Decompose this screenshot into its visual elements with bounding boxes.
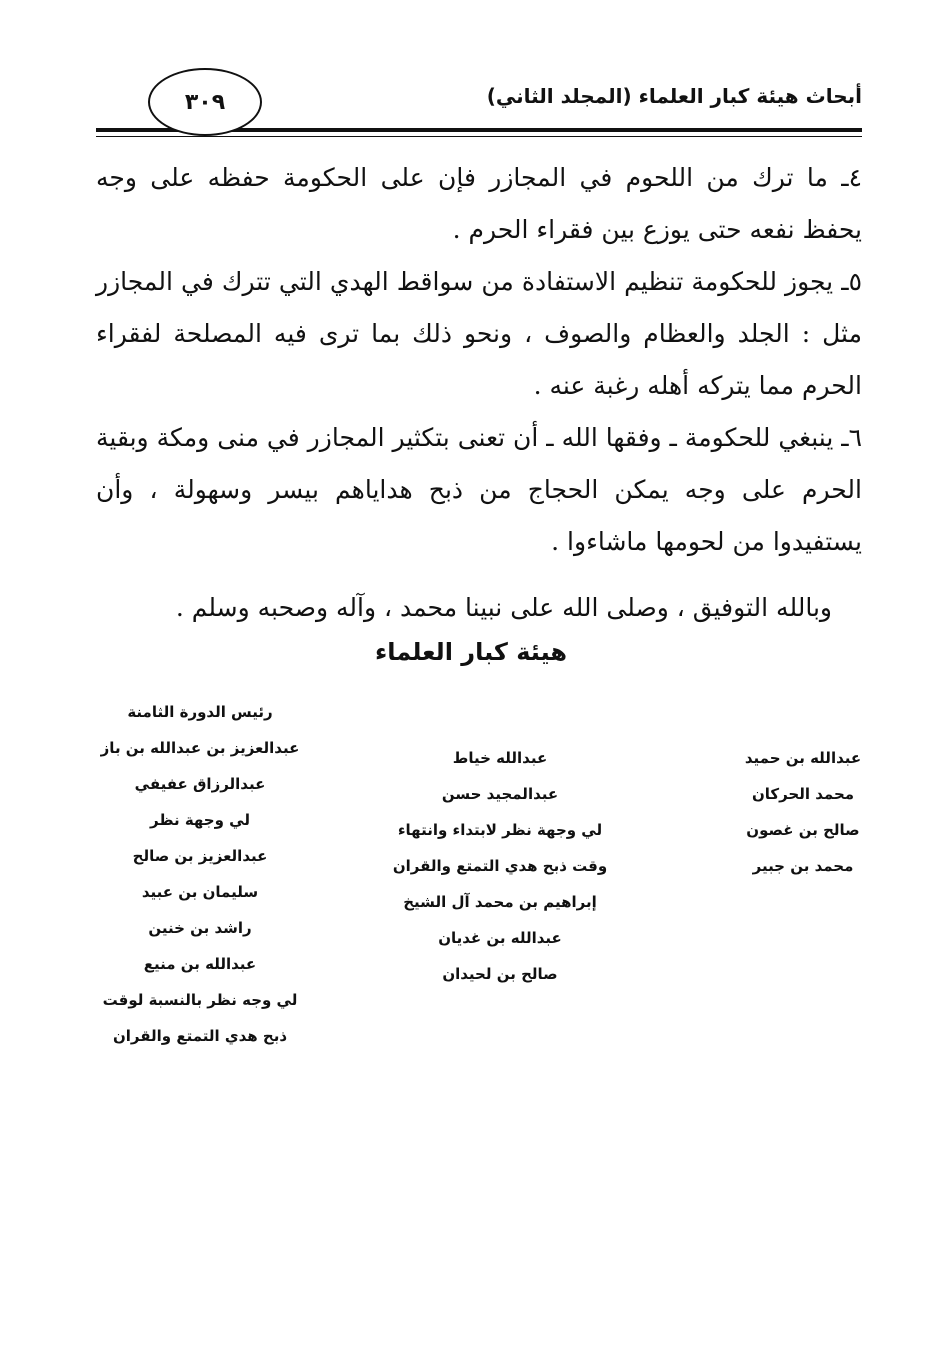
signature-note: لي وجهة نظر لابتداء وانتهاء	[397, 821, 603, 839]
signature-note: لي وجه نظر بالنسبة لوقت	[102, 991, 298, 1009]
signature-name: عبدالله خياط	[452, 749, 548, 767]
signature-name: عبدالله بن حميد	[744, 749, 862, 767]
signatures-right-column	[738, 740, 868, 884]
signatures-left-column	[100, 694, 300, 1054]
signature-name: محمد بن جبير	[752, 857, 854, 875]
signature-name: عبدالمجيد حسن	[441, 785, 559, 803]
signature-name: عبدالرزاق عفيفي	[134, 775, 266, 793]
signature-name: صالح بن غصون	[746, 821, 860, 839]
signature-note: وقت ذبح هدي التمتع والقران	[392, 857, 608, 875]
signature-name: عبدالله بن منيع	[143, 955, 257, 973]
signatures-middle-column	[390, 740, 610, 992]
body-text	[96, 152, 862, 568]
signature-name: عبدالله بن غديان	[438, 929, 562, 947]
signature-name: محمد الحركان	[751, 785, 855, 803]
paragraph-6: ٦ـ ينبغي للحكومة ـ وفقها الله ـ أن تعنى بتكثير المجازر في منى ومكة وبقية الحرم على وجه يمكن الحجاج من ذبح هداياهم بيسر وسهولة ، وأن يستفيدوا من لحومها ماشاءوا .	[96, 423, 862, 556]
signature-name: راشد بن خنين	[148, 919, 252, 937]
paragraph-4: ٤ـ ما ترك من اللحوم في المجازر فإن على الحكومة حفظه على وجه يحفظ نفعه حتى يوزع بين فقراء الحرم .	[96, 163, 862, 244]
signature-name: إبراهيم بن محمد آل الشيخ	[403, 893, 597, 911]
page-number-oval	[148, 68, 262, 136]
signature-note: ذبح هدي التمتع والقران	[112, 1027, 288, 1045]
signature-name: عبدالعزيز بن عبدالله بن باز	[100, 739, 300, 757]
signature-name: سليمان بن عبيد	[141, 883, 259, 901]
page-number: ٣٠٩	[184, 89, 226, 115]
signature-note: لي وجهة نظر	[150, 811, 250, 829]
running-header-title: أبحاث هيئة كبار العلماء (المجلد الثاني)	[486, 84, 862, 108]
session-chair-label: رئيس الدورة الثامنة	[127, 703, 273, 721]
signature-name: عبدالعزيز بن صالح	[132, 847, 268, 865]
paragraph-5: ٥ـ يجوز للحكومة تنظيم الاستفادة من سواقط الهدي التي تترك في المجازر مثل : الجلد والعظام والصوف ، ونحو ذلك بما ترى فيه المصلحة لفقراء الحرم مما يتركه أهله رغبة عنه .	[96, 267, 862, 400]
signature-name: صالح بن لحيدان	[442, 965, 558, 983]
closing-prayer: وبالله التوفيق ، وصلى الله على نبينا محمد ، وآله وصحبه وسلم .	[175, 593, 832, 622]
signatures-title: هيئة كبار العلماء	[374, 638, 568, 666]
header-rule-thin	[96, 136, 862, 137]
